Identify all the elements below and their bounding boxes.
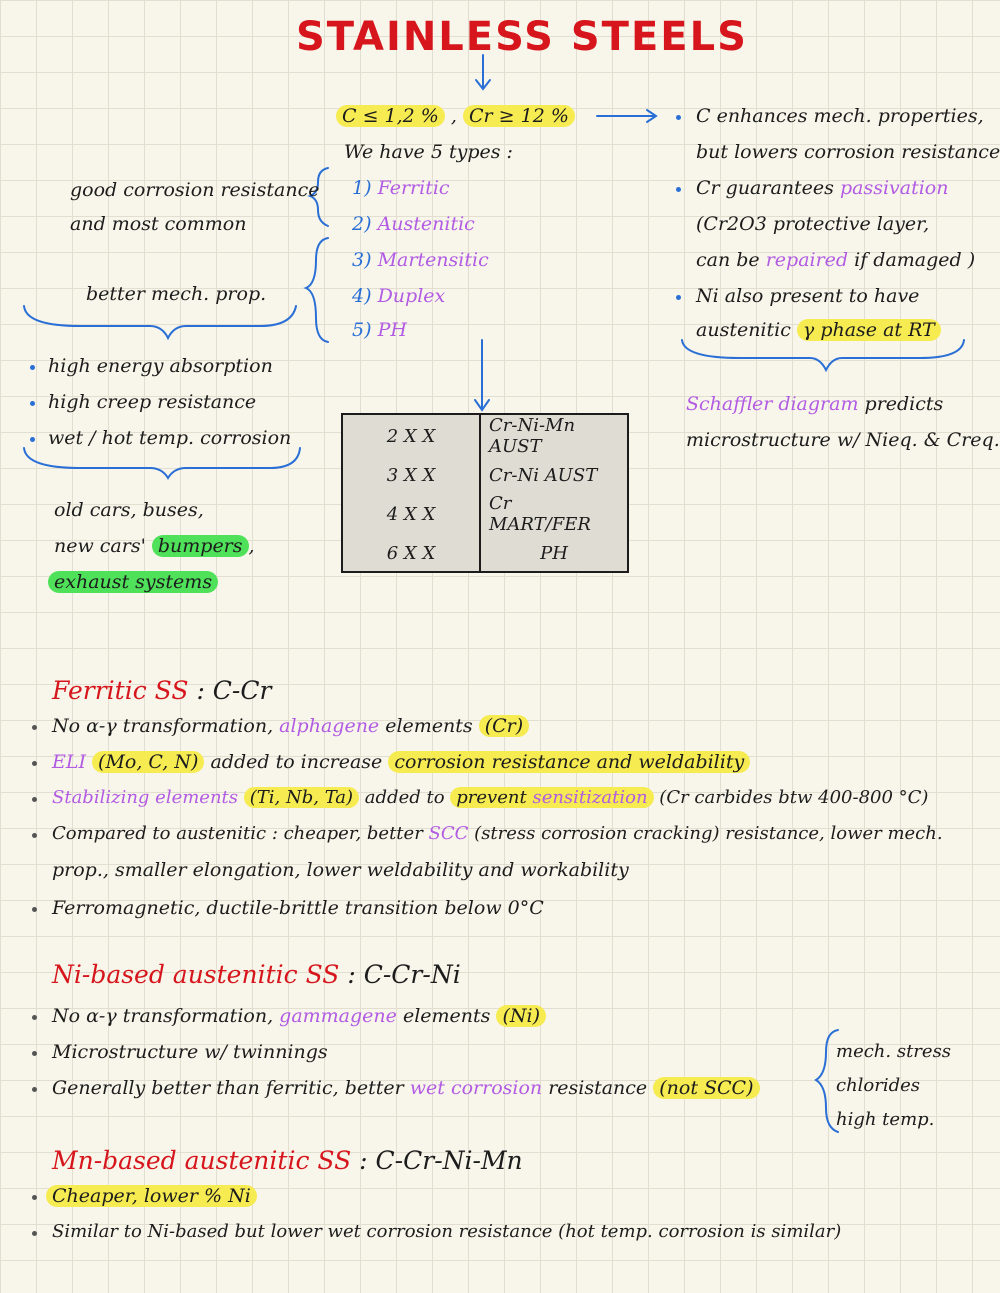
bullet-icon — [30, 401, 35, 406]
type-item: 5) PH — [352, 319, 407, 341]
bullet-icon — [676, 295, 681, 300]
list-item: ELI (Mo, C, N) added to increase corrosion resistance and weldability — [52, 750, 750, 774]
type-item: 1) Ferritic — [352, 177, 450, 199]
note-line: can be repaired if damaged ) — [696, 249, 976, 271]
list-item: wet / hot temp. corrosion — [48, 427, 292, 449]
bullet-icon — [32, 833, 37, 838]
types-intro: We have 5 types : — [344, 141, 513, 163]
composition-separator: , — [450, 105, 457, 127]
note-line: C enhances mech. properties, — [696, 105, 984, 127]
table-row: 2 X X Cr-Ni-Mn AUST — [342, 414, 628, 457]
list-item: No α-γ transformation, alphagene elements (Cr) — [52, 714, 529, 738]
applications-line: new cars' bumpers , — [54, 535, 255, 557]
note-line: but lowers corrosion resistance — [696, 141, 1000, 163]
cause-item: mech. stress — [836, 1041, 952, 1062]
ni-austenitic-heading: Ni-based austenitic SS : C-Cr-Ni — [52, 960, 461, 989]
list-item: high energy absorption — [48, 355, 273, 377]
applications-line: old cars, buses, — [54, 499, 204, 521]
bullet-icon — [32, 1195, 37, 1200]
list-item: Ferromagnetic, ductile-brittle transition below 0°C — [52, 897, 544, 919]
note-line: Ni also present to have — [696, 285, 920, 307]
bullet-icon — [32, 1231, 37, 1236]
group-note-line: good corrosion resistance — [70, 179, 320, 201]
list-item: Cheaper, lower % Ni — [46, 1184, 257, 1208]
applications-line: exhaust systems — [48, 570, 218, 594]
type-item: 2) Austenitic — [352, 213, 475, 235]
grade-code-table — [341, 413, 629, 573]
group-note-line: and most common — [70, 213, 247, 235]
list-item: No α-γ transformation, gammagene elements (Ni) — [52, 1004, 546, 1028]
bullet-icon — [676, 187, 681, 192]
carbon-limit: C ≤ 1,2 % — [336, 105, 445, 127]
list-item-continued: prop., smaller elongation, lower weldability and workability — [52, 859, 629, 881]
page-title: STAINLESS STEELS — [296, 14, 748, 60]
type-item: 3) Martensitic — [352, 249, 489, 271]
bullet-icon — [32, 1051, 37, 1056]
bullet-icon — [676, 115, 681, 120]
list-item: Similar to Ni-based but lower wet corrosion resistance (hot temp. corrosion is similar) — [52, 1221, 842, 1242]
list-item: Generally better than ferritic, better wet corrosion resistance (not SCC) — [52, 1076, 760, 1100]
chromium-limit: Cr ≥ 12 % — [463, 105, 575, 127]
table-row: 4 X X Cr MART/FER — [342, 493, 628, 535]
bullet-icon — [30, 437, 35, 442]
note-line: microstructure w/ Nieq. & Creq. — [686, 429, 1000, 451]
bullet-icon — [32, 1015, 37, 1020]
bullet-icon — [32, 907, 37, 912]
note-line: Cr guarantees passivation — [696, 177, 949, 199]
group-note-mech: better mech. prop. — [86, 283, 267, 305]
table-row: 3 X X Cr-Ni AUST — [342, 457, 628, 493]
bullet-icon — [32, 725, 37, 730]
bullet-icon — [32, 1087, 37, 1092]
type-item: 4) Duplex — [352, 285, 446, 307]
ferritic-heading: Ferritic SS : C-Cr — [52, 676, 272, 705]
bullet-icon — [30, 365, 35, 370]
table-row: 6 X X PH — [342, 535, 628, 572]
mn-austenitic-heading: Mn-based austenitic SS : C-Cr-Ni-Mn — [52, 1146, 523, 1175]
note-line: Schaffler diagram predicts — [686, 393, 944, 415]
list-item: Compared to austenitic : cheaper, better SCC (stress corrosion cracking) resistance, lower mech. — [52, 823, 943, 844]
note-line: austenitic γ phase at RT — [696, 318, 941, 342]
list-item: Microstructure w/ twinnings — [52, 1041, 328, 1063]
list-item: high creep resistance — [48, 391, 257, 413]
cause-item: chlorides — [836, 1075, 921, 1096]
bullet-icon — [32, 797, 37, 802]
bullet-icon — [32, 761, 37, 766]
cause-item: high temp. — [836, 1109, 935, 1130]
list-item: Stabilizing elements (Ti, Nb, Ta) added to prevent sensitization (Cr carbides btw 400-800 °C) — [52, 787, 929, 808]
composition-line — [336, 104, 575, 128]
note-line: (Cr2O3 protective layer, — [696, 213, 930, 235]
